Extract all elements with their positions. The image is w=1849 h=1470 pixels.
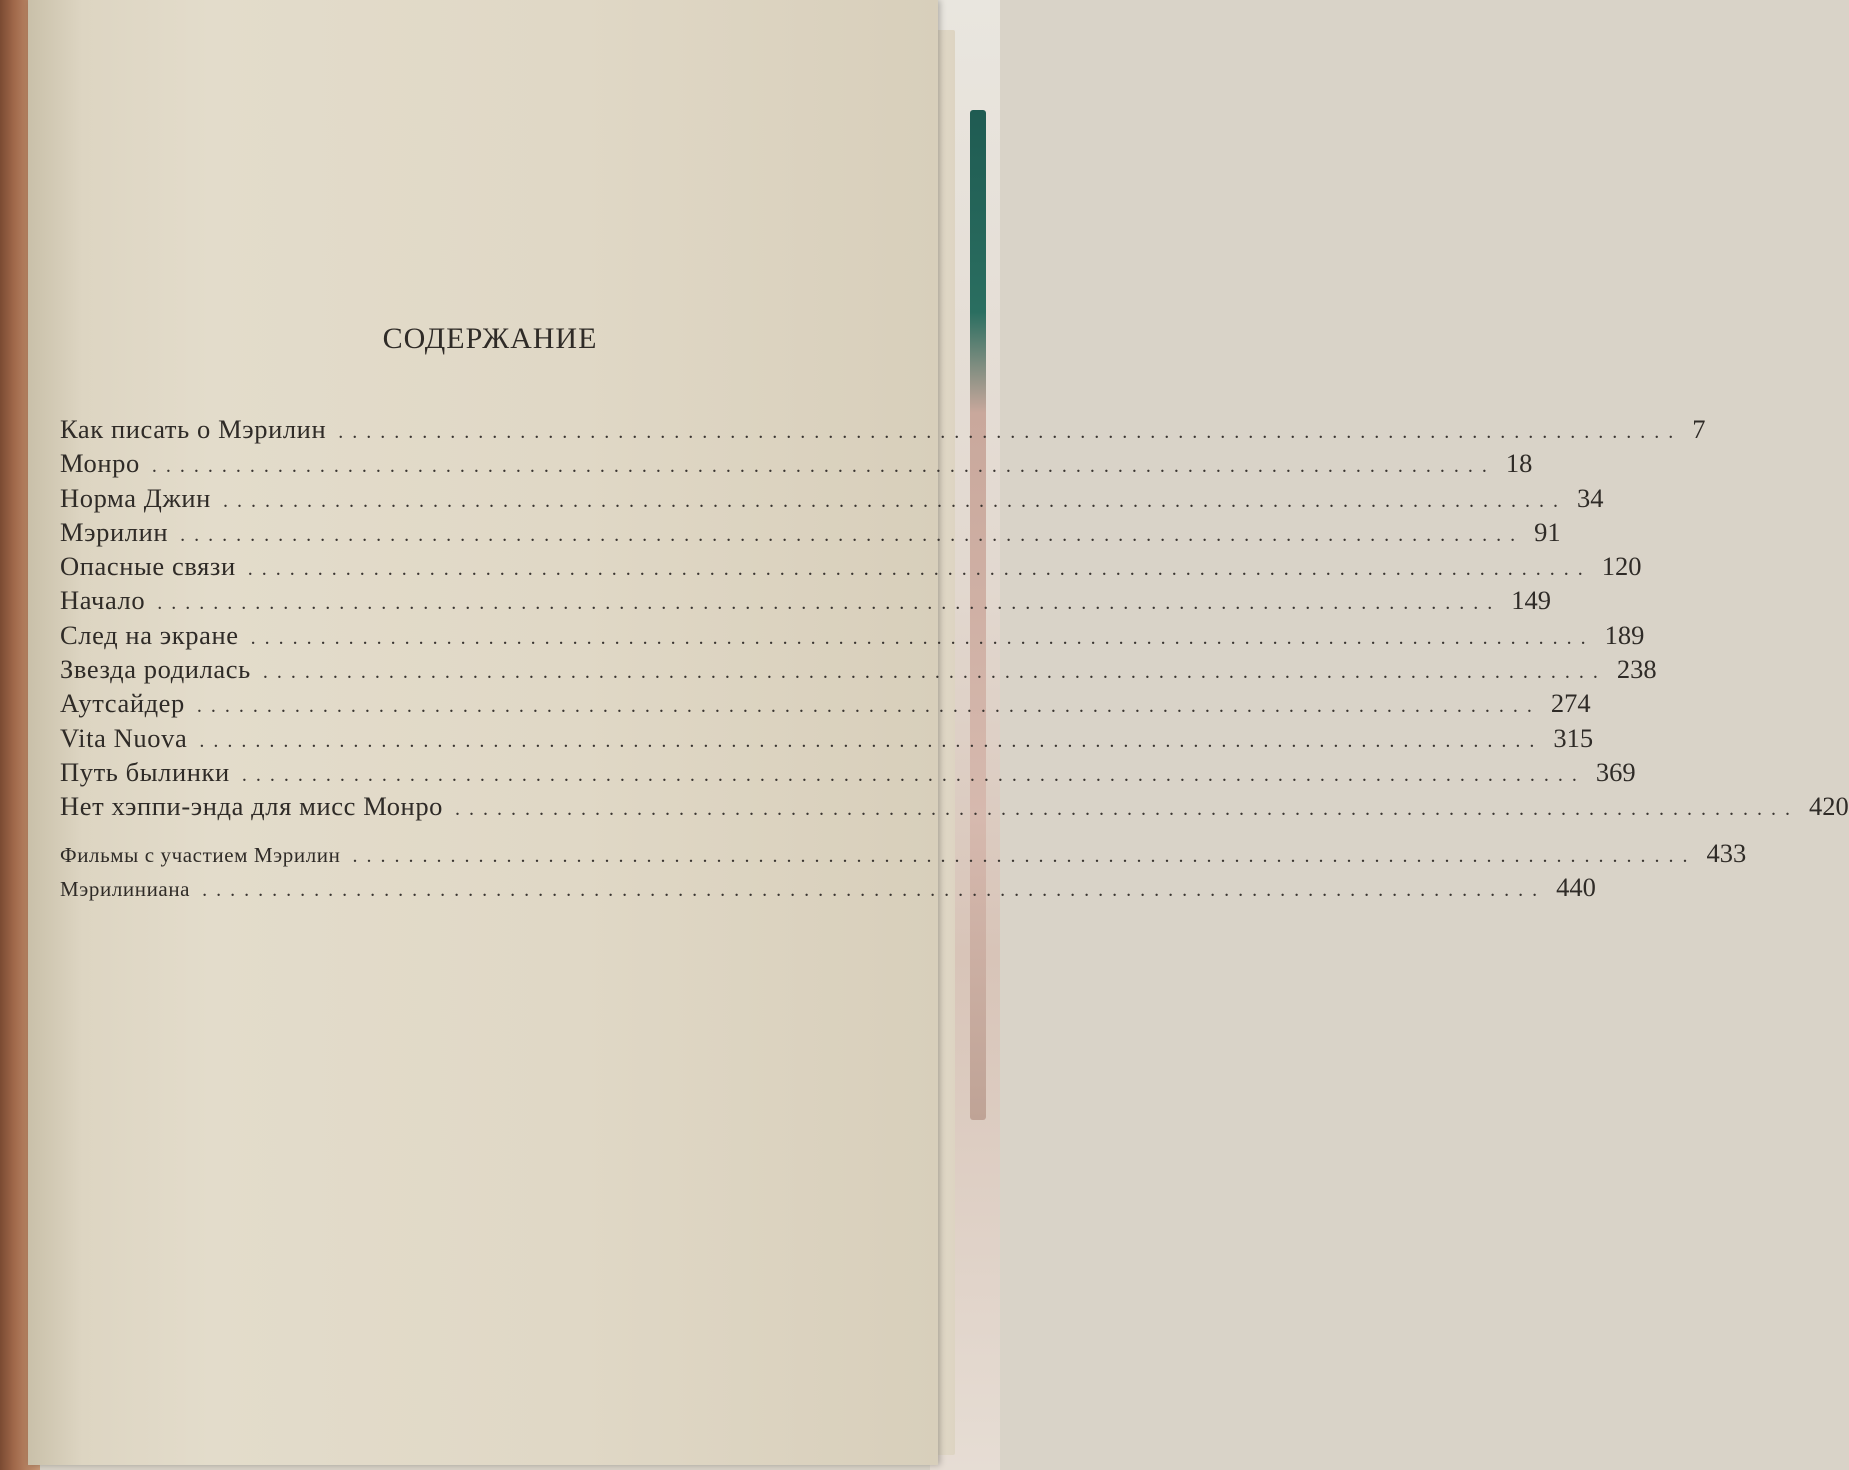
toc-entry-title: Нет хэппи-энда для мисс Монро <box>60 791 444 822</box>
toc-entry-title: Норма Джин <box>60 482 211 513</box>
toc-entry-page: 149 <box>1511 585 1551 616</box>
toc-entry-page: 369 <box>1595 756 1636 787</box>
toc-entry-page: 34 <box>1576 482 1604 513</box>
toc-entry-page: 7 <box>1692 414 1706 444</box>
dot-leader: ................................................................................................ <box>352 844 1697 867</box>
dot-leader: ................................................................................................ <box>180 523 1525 546</box>
toc-entry <box>60 654 1657 688</box>
page-title: СОДЕРЖАНИЕ <box>382 322 598 355</box>
toc-entry <box>60 585 1551 619</box>
table-of-contents <box>60 414 1849 906</box>
toc-entry-title: Мэрилин <box>60 516 169 547</box>
dot-leader: ................................................................................................ <box>151 455 1496 478</box>
dot-leader: ................................................................................................ <box>250 626 1595 649</box>
dot-leader: ................................................................................................ <box>262 661 1607 684</box>
toc-entry <box>60 448 1533 482</box>
toc-entry-page: 120 <box>1601 551 1642 582</box>
toc-entry <box>60 722 1594 757</box>
dot-leader: ................................................................................................ <box>222 489 1567 512</box>
dot-leader: ................................................................................................ <box>199 729 1544 752</box>
toc-entry-page: 315 <box>1553 722 1594 753</box>
dot-leader: ................................................................................................ <box>338 421 1683 443</box>
toc-entry-page: 18 <box>1505 448 1533 479</box>
toc-entry-title: Как писать о Мэрилин <box>60 414 327 444</box>
toc-entry-title: След на экране <box>60 619 239 650</box>
dot-leader: ................................................................................................ <box>241 763 1586 786</box>
toc-entry-title: Монро <box>60 448 140 479</box>
toc-entry-title: Vita Nuova <box>60 722 188 753</box>
toc-entry-title: Фильмы с участием Мэрилин <box>60 842 341 867</box>
toc-entry <box>60 516 1561 551</box>
toc-entry-title: Путь былинки <box>60 756 230 787</box>
toc-entry-title: Опасные связи <box>60 551 236 582</box>
toc-appendix-entry <box>60 871 1596 906</box>
toc-entry <box>60 551 1642 585</box>
toc-entry <box>60 756 1636 791</box>
toc-entry-page: 238 <box>1616 654 1657 685</box>
toc-entry-page: 91 <box>1534 516 1561 547</box>
toc-entry-title: Звезда родилась <box>60 654 251 685</box>
toc-entry <box>60 791 1849 825</box>
toc-entry-page: 433 <box>1706 837 1747 868</box>
dot-leader: ................................................................................................ <box>247 558 1592 581</box>
toc-entry-title: Аутсайдер <box>60 688 185 719</box>
show-through-texture <box>298 150 618 290</box>
toc-entry-title: Мэрилиниана <box>60 876 191 901</box>
dot-leader: ................................................................................................ <box>196 695 1541 718</box>
toc-entry <box>60 688 1591 722</box>
toc-entry <box>60 482 1604 517</box>
book-page <box>28 0 1849 1465</box>
toc-appendix-entry <box>60 837 1747 872</box>
dot-leader: ................................................................................................ <box>455 798 1800 821</box>
dot-leader: ................................................................................................ <box>202 878 1547 901</box>
toc-entry <box>60 414 1706 448</box>
toc-entry-page: 189 <box>1604 619 1645 650</box>
toc-entry-page: 274 <box>1550 688 1591 719</box>
toc-entry-page: 420 <box>1809 791 1849 822</box>
toc-entry-title: Начало <box>60 585 146 616</box>
dot-leader: ................................................................................................ <box>157 592 1502 615</box>
toc-entry <box>60 619 1645 654</box>
toc-entry-page: 440 <box>1556 871 1596 902</box>
